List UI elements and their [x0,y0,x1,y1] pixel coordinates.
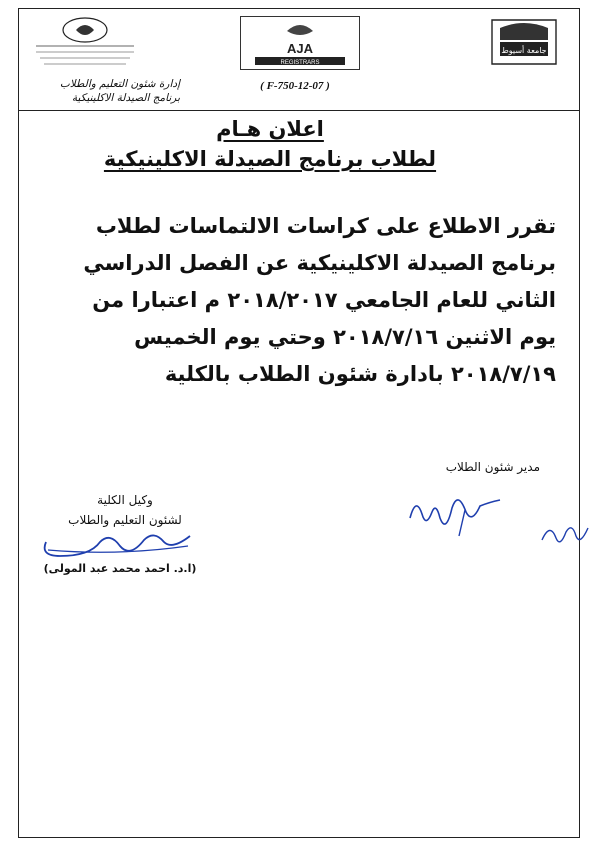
form-code: ( F-750-12-07 ) [260,80,330,92]
announcement-title [60,114,480,174]
body-line: ٢٠١٨/٧/١٩ بادارة شئون الطلاب بالكلية [164,362,556,386]
vice-dean-line1: وكيل الكلية [97,493,153,507]
title-line2: لطلاب برنامج الصيدلة الاكلينيكية [103,147,437,171]
header [18,8,580,74]
aja-registrars-logo-icon [240,16,360,70]
student-affairs-director-title: مدير شئون الطلاب [445,460,540,474]
department-line2: برنامج الصيدلة الاكلينيكية [71,92,180,104]
vice-dean-signature-icon [38,522,198,562]
assiut-university-logo-icon [478,16,570,68]
department-label [30,77,180,105]
body-line: برنامج الصيدلة الاكلينيكية عن الفصل الدراسي [83,251,556,275]
vice-dean-name: (ا.د. احمد محمد عبد المولى) [43,562,197,575]
handwritten-signature-icon [405,488,525,538]
body-line: تقرر الاطلاع على كراسات الالتماسات لطلاب [95,214,556,238]
body-line: الثاني للعام الجامعي ٢٠١٨/٢٠١٧ م اعتبارا من [92,288,556,312]
announcement-body [44,208,556,393]
faculty-logo-icon [26,16,144,68]
logo-mid-subtext: REGISTRARS [280,60,320,66]
department-line1: إدارة شئون التعليم والطلاب [59,78,180,90]
title-line1: اعلان هـام [216,117,324,141]
logo-mid-text: AJA [286,41,314,56]
logo-right-text: جامعة أسيوط [501,46,547,55]
body-line: يوم الاثنين ٢٠١٨/٧/١٦ وحتي يوم الخميس [134,325,556,349]
header-divider [18,110,580,111]
vice-dean-line2: لشئون التعليم والطلاب [68,513,182,527]
initials-scribble-icon [540,518,590,548]
